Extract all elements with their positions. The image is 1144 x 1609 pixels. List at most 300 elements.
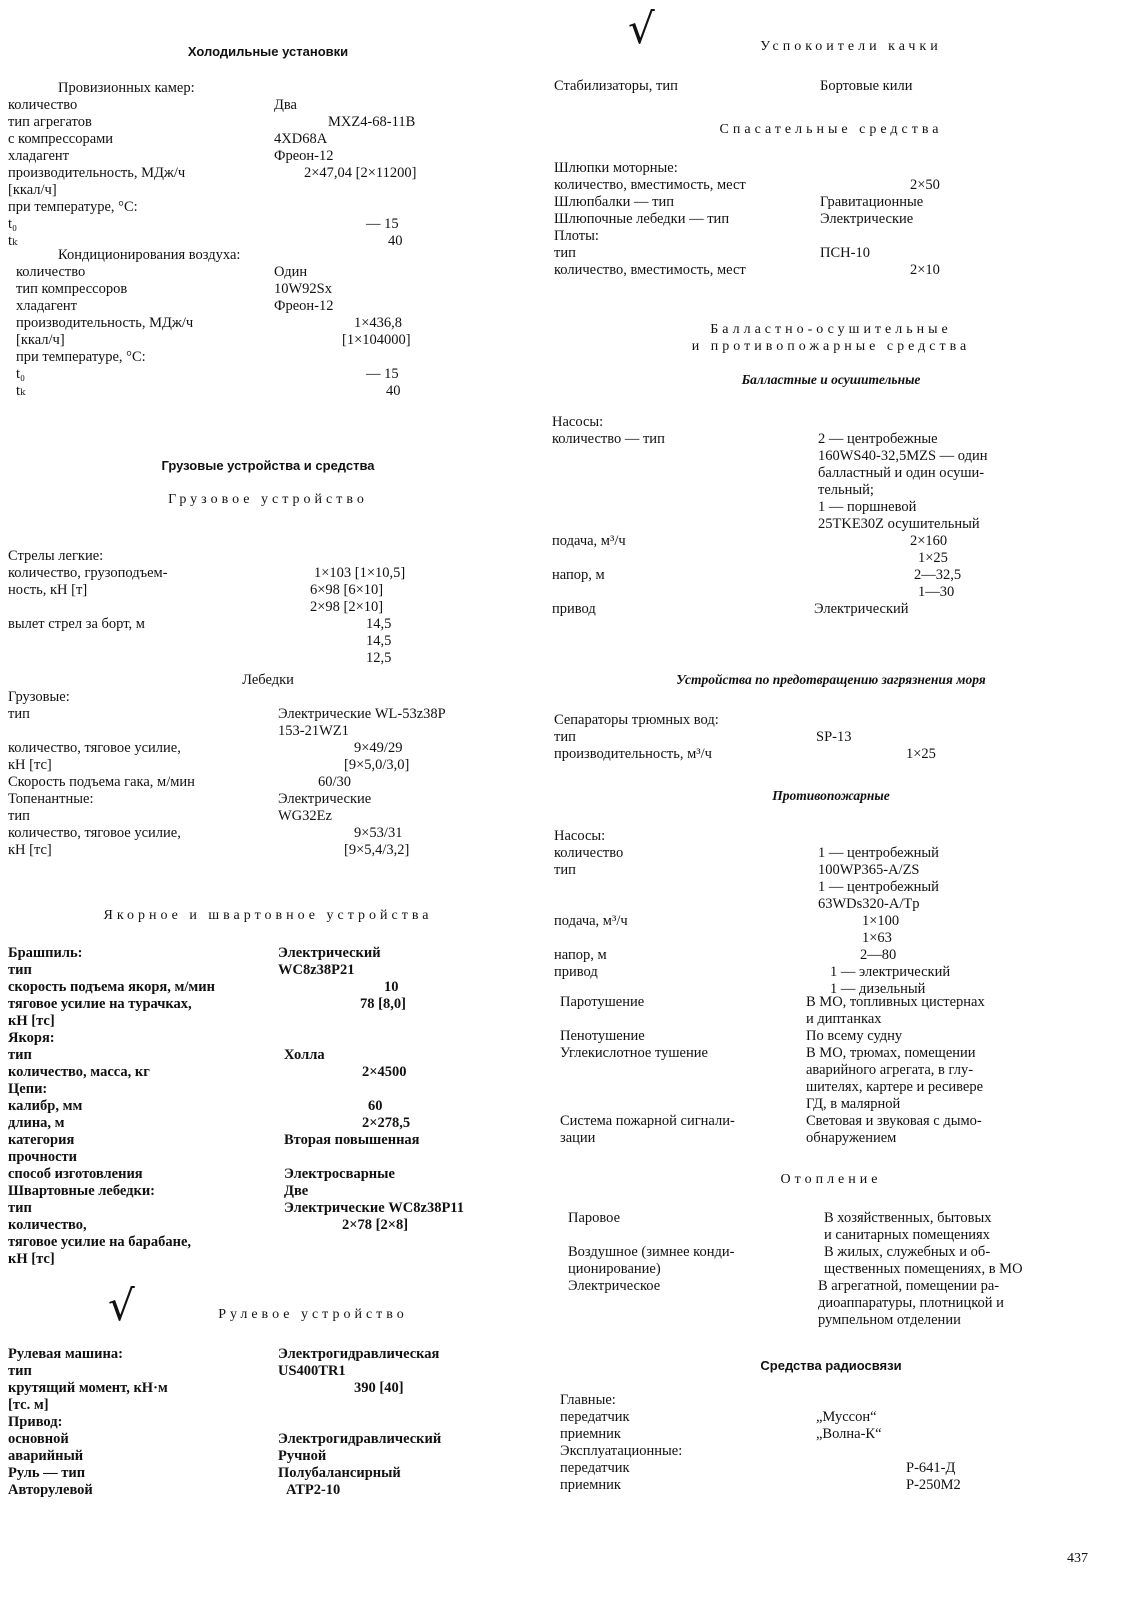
row-value: 6×98 [6×10] (310, 582, 384, 598)
row-label: Шлюпки моторные: (554, 160, 678, 176)
page-number: 437 (1067, 1551, 1088, 1566)
row-value: ГД, в малярной (806, 1096, 901, 1112)
row-value: 40 (386, 383, 401, 399)
table-row (8, 945, 528, 962)
table-row (554, 845, 1096, 862)
row-label: Эксплуатационные: (560, 1443, 683, 1459)
table-row (16, 366, 528, 383)
row-label: тип (8, 706, 30, 722)
row-value: 1 — центробежный (818, 879, 939, 895)
table-row (560, 1045, 1096, 1062)
row-value: WC8z38P21 (278, 962, 355, 978)
table-row (554, 245, 1096, 262)
table-row (552, 448, 1096, 465)
row-label: Пенотушение (560, 1028, 645, 1044)
subsection-title-pollution-prevention: Устройства по предотвращению загрязнения моря (676, 672, 986, 687)
row-value: румпельном отделении (818, 1312, 961, 1328)
row-value: „Муссон“ (816, 1409, 877, 1425)
row-label: тип (554, 862, 576, 878)
table-radio (560, 1392, 1096, 1494)
table-row (8, 825, 528, 842)
row-value: MXZ4-68-11B (328, 114, 416, 130)
row-value: 2—32,5 (914, 567, 962, 583)
row-label: Паровое (568, 1210, 621, 1226)
row-label: Электрическое (568, 1278, 661, 1294)
table-row (560, 1392, 1096, 1409)
row-value: 1 — центробежный (818, 845, 939, 861)
table-row (554, 228, 1096, 245)
table-provision-chambers (8, 97, 528, 250)
table-row (8, 1081, 528, 1098)
table-row (560, 1130, 1096, 1147)
row-value: По всему судну (806, 1028, 903, 1044)
table-row (8, 1064, 528, 1081)
row-label: тип (554, 245, 576, 261)
table-row (554, 262, 1096, 279)
table-row (568, 1227, 1096, 1244)
row-label: Шлюпочные лебедки — тип (554, 211, 730, 227)
table-row (8, 1115, 528, 1132)
table-row (8, 199, 528, 216)
row-label: тип (8, 962, 32, 978)
row-value: В жилых, служебных и об- (824, 1244, 991, 1260)
table-row (8, 1482, 528, 1499)
table-row (560, 1460, 1096, 1477)
row-label: хладагент (16, 298, 78, 314)
row-value: Световая и звуковая с дымо- (806, 1113, 982, 1129)
row-label: способ изготовления (8, 1166, 143, 1182)
table-row (552, 533, 1096, 550)
section-title-refrigeration: Холодильные установки (187, 44, 349, 59)
row-value: 1×103 [1×10,5] (314, 565, 406, 581)
row-value: 9×53/31 (354, 825, 403, 841)
table-row (560, 1079, 1096, 1096)
table-air-conditioning (16, 264, 528, 400)
row-value: ПСН-10 (820, 245, 870, 261)
row-value: Электрические WC8z38P11 (284, 1200, 464, 1216)
row-label: Насосы: (554, 828, 606, 844)
row-label: количество (8, 97, 78, 113)
table-row (8, 1380, 528, 1397)
table-row (560, 1477, 1096, 1494)
table-row (554, 879, 1096, 896)
row-value: 1×63 (862, 930, 892, 946)
row-value: 1 — дизельный (830, 981, 926, 997)
row-value: 160WS40-32,5MZS — один (818, 448, 988, 464)
check-mark-icon: √ (628, 4, 655, 53)
row-value: 390 [40] (354, 1380, 404, 1396)
row-label: приемник (560, 1477, 621, 1493)
table-row (554, 746, 1096, 763)
row-label: при температуре, °C: (16, 349, 146, 365)
table-roll-stabilizers (554, 78, 1096, 95)
table-row (8, 979, 528, 996)
row-label: tₖ (8, 233, 18, 249)
table-row (560, 1096, 1096, 1113)
row-value: 1×100 (862, 913, 900, 929)
row-label: Система пожарной сигнали- (560, 1113, 735, 1129)
table-row (554, 712, 1096, 729)
section-title-radio: Средства радиосвязи (760, 1358, 902, 1373)
table-row (8, 1132, 528, 1149)
row-value: аварийного агрегата, в глу- (806, 1062, 974, 1078)
row-value: В МО, трюмах, помещении (806, 1045, 976, 1061)
subsection-title-cargo-gear: Грузовое устройство (168, 492, 368, 507)
row-label: Грузовые: (8, 689, 70, 705)
table-row (552, 516, 1096, 533)
row-value: 10 (384, 979, 399, 995)
row-value: В МО, топливных цистернах (806, 994, 985, 1010)
row-label: Шлюпбалки — тип (554, 194, 675, 210)
table-row (8, 1397, 528, 1414)
row-value: щественных помещениях, в МО (824, 1261, 1023, 1277)
row-value: Гравитационные (820, 194, 924, 210)
section-title-ballast-line1: Балластно-осушительные (710, 322, 952, 337)
table-row (554, 729, 1096, 746)
table-row (552, 465, 1096, 482)
row-value: обнаружением (806, 1130, 897, 1146)
row-label: хладагент (8, 148, 70, 164)
table-row (8, 1047, 528, 1064)
row-label: Привод: (8, 1414, 63, 1430)
section-title-roll-stabilizers: Успокоители качки (760, 39, 942, 54)
row-value: Один (274, 264, 308, 280)
row-label: привод (552, 601, 596, 617)
table-row (554, 177, 1096, 194)
table-row (8, 599, 528, 616)
table-row (8, 1217, 528, 1234)
row-label: кН [тс] (8, 1251, 55, 1267)
row-value: 2—80 (860, 947, 897, 963)
row-value: 1×25 (906, 746, 936, 762)
table-row (8, 582, 528, 599)
table-row (560, 1011, 1096, 1028)
row-value: шителях, картере и ресивере (806, 1079, 984, 1095)
row-label: Рулевая машина: (8, 1346, 123, 1362)
row-value: 1 — поршневой (818, 499, 917, 515)
row-value: Электрогидравлическая (278, 1346, 440, 1362)
row-label: количество, вместимость, мест (554, 262, 746, 278)
table-row (8, 1346, 528, 1363)
table-row (8, 1030, 528, 1047)
row-value: 100WP365-A/ZS (818, 862, 920, 878)
row-value: и диптанках (806, 1011, 882, 1027)
row-label: Брашпиль: (8, 945, 83, 961)
table-row (16, 264, 528, 281)
table-fire-systems (560, 994, 1096, 1147)
table-row (8, 1251, 528, 1268)
row-value: 9×49/29 (354, 740, 403, 756)
row-label: подача, м³/ч (554, 913, 628, 929)
row-value: Фреон-12 (274, 298, 334, 314)
table-row (568, 1312, 1096, 1329)
row-value: WG32Ez (278, 808, 332, 824)
section-title-anchor-mooring: Якорное и швартовное устройства (103, 908, 433, 923)
row-value: 2×4500 (362, 1064, 407, 1080)
table-row (560, 1028, 1096, 1045)
table-row (8, 114, 528, 131)
table-row (8, 1363, 528, 1380)
table-row (8, 565, 528, 582)
row-label: ционирование) (568, 1261, 661, 1277)
row-value: В агрегатной, помещении ра- (818, 1278, 1000, 1294)
table-row (554, 194, 1096, 211)
table-row (554, 862, 1096, 879)
row-label: крутящий момент, кН·м (8, 1380, 168, 1396)
table-fire-pumps (554, 828, 1096, 998)
row-value: Полубалансирный (278, 1465, 401, 1481)
row-value: — 15 (366, 366, 399, 382)
row-label: производительность, МДж/ч (16, 315, 194, 331)
row-label: Главные: (560, 1392, 616, 1408)
table-row (8, 1183, 528, 1200)
row-label: тип компрессоров (16, 281, 128, 297)
table-lifesaving (554, 160, 1096, 279)
row-value: [9×5,0/3,0] (344, 757, 410, 773)
row-value: 25TKE30Z осушительный (818, 516, 980, 532)
table-row (554, 160, 1096, 177)
row-label: прочности (8, 1149, 77, 1165)
table-row (8, 1465, 528, 1482)
table-row (554, 78, 1096, 95)
table-winches (8, 689, 528, 859)
section-title-ballast-line2: и противопожарные средства (691, 339, 971, 354)
row-label: производительность, МДж/ч (8, 165, 186, 181)
row-label: ность, кН [т] (8, 582, 88, 598)
row-label: Цепи: (8, 1081, 48, 1097)
table-row (554, 211, 1096, 228)
table-row (568, 1261, 1096, 1278)
row-label: количество, (8, 1217, 87, 1233)
table-row (8, 616, 528, 633)
section-title-steering: Рулевое устройство (218, 1307, 408, 1322)
section-title-lifesaving: Спасательные средства (719, 122, 943, 137)
row-value: 4XD68A (274, 131, 328, 147)
row-label: [тс. м] (8, 1397, 49, 1413)
row-label: Насосы: (552, 414, 604, 430)
row-value: 153-21WZ1 (278, 723, 349, 739)
table-row (552, 601, 1096, 618)
row-value: 1 — электрический (830, 964, 951, 980)
table-ballast-pumps (552, 414, 1096, 618)
row-value: 12,5 (366, 650, 392, 666)
row-label: с компрессорами (8, 131, 114, 147)
subsection-title-firefighting: Противопожарные (772, 788, 890, 803)
row-label: количество, вместимость, мест (554, 177, 746, 193)
table-row (8, 740, 528, 757)
row-value: Холла (284, 1047, 325, 1063)
section-title-cargo: Грузовые устройства и средства (161, 458, 375, 473)
row-label: количество, грузоподъем- (8, 565, 168, 581)
row-label: аварийный (8, 1448, 84, 1464)
row-value: Электрические (820, 211, 914, 227)
table-row (8, 962, 528, 979)
table-row (554, 913, 1096, 930)
table-row (8, 650, 528, 667)
table-row (560, 1443, 1096, 1460)
row-label: категория (8, 1132, 75, 1148)
row-value: 14,5 (366, 616, 392, 632)
row-value: 2×78 [2×8] (342, 1217, 409, 1233)
table-row (8, 808, 528, 825)
row-value: 63WDs320-A/Tp (818, 896, 920, 912)
row-value: 2×47,04 [2×11200] (304, 165, 417, 181)
subsection-title-winches: Лебедки (242, 672, 294, 688)
row-label: длина, м (8, 1115, 65, 1131)
table-row (552, 584, 1096, 601)
table-row (16, 315, 528, 332)
row-value: 60 (368, 1098, 383, 1114)
row-label: Руль — тип (8, 1465, 86, 1481)
table-row (8, 548, 528, 565)
table-row (8, 1200, 528, 1217)
row-label: количество — тип (552, 431, 665, 447)
table-anchor-mooring (8, 945, 528, 1268)
table-row (554, 947, 1096, 964)
row-value: Два (274, 97, 297, 113)
table-row (568, 1295, 1096, 1312)
row-value: 14,5 (366, 633, 392, 649)
table-row (8, 216, 528, 233)
row-label: Стабилизаторы, тип (554, 78, 678, 94)
row-label: тип (8, 1200, 32, 1216)
row-value: 1—30 (918, 584, 955, 600)
table-row (554, 930, 1096, 947)
table-row (8, 1448, 528, 1465)
row-label: передатчик (560, 1409, 630, 1425)
table-row (552, 414, 1096, 431)
table-row (16, 332, 528, 349)
row-label: тип агрегатов (8, 114, 92, 130)
table-row (8, 182, 528, 199)
row-value: 2×50 (910, 177, 940, 193)
row-value: 2×98 [2×10] (310, 599, 384, 615)
row-value: 2 — центробежные (818, 431, 938, 447)
table-row (552, 550, 1096, 567)
row-label: вылет стрел за борт, м (8, 616, 145, 632)
row-value: 2×278,5 (362, 1115, 411, 1131)
row-value: Электрический (278, 945, 381, 961)
row-label: Швартовные лебедки: (8, 1183, 156, 1199)
row-label: Паротушение (560, 994, 645, 1010)
row-label: Скорость подъема гака, м/мин (8, 774, 195, 790)
table-row (568, 1244, 1096, 1261)
table-booms (8, 548, 528, 667)
table-row (554, 828, 1096, 845)
subsection-title-provision: Провизионных камер: (58, 80, 195, 96)
row-label: Сепараторы трюмных вод: (554, 712, 719, 728)
row-value: Две (284, 1183, 309, 1199)
row-value: Электрические WL-53z38P (278, 706, 446, 722)
row-label: количество, тяговое усилие, (8, 825, 181, 841)
row-value: Электросварные (284, 1166, 395, 1182)
row-label: кН [тс] (8, 842, 52, 858)
row-value: Р-250М2 (906, 1477, 961, 1493)
row-label: тяговое усилие на турачках, (8, 996, 192, 1012)
table-pollution-prevention (554, 712, 1096, 763)
row-value: Бортовые кили (820, 78, 913, 94)
table-row (552, 482, 1096, 499)
row-value: — 15 (366, 216, 399, 232)
row-label: Стрелы легкие: (8, 548, 104, 564)
row-value: 2×10 (910, 262, 940, 278)
table-row (16, 383, 528, 400)
row-label: [ккал/ч] (16, 332, 65, 348)
table-row (554, 896, 1096, 913)
row-label: количество, тяговое усилие, (8, 740, 181, 756)
row-label: Воздушное (зимнее конди- (568, 1244, 735, 1260)
table-row (8, 165, 528, 182)
row-label: кН [тс] (8, 757, 52, 773)
row-value: 10W92Sx (274, 281, 332, 297)
row-value: Электрические (278, 791, 372, 807)
table-row (8, 148, 528, 165)
row-label: подача, м³/ч (552, 533, 626, 549)
row-label: тип (8, 1047, 32, 1063)
row-value: Электрический (814, 601, 909, 617)
row-value: В хозяйственных, бытовых (824, 1210, 992, 1226)
table-row (8, 774, 528, 791)
row-label: передатчик (560, 1460, 630, 1476)
row-label: t₀ (16, 366, 26, 382)
row-label: количество, масса, кг (8, 1064, 150, 1080)
table-row (8, 791, 528, 808)
row-label: тип (8, 1363, 32, 1379)
table-row (560, 1062, 1096, 1079)
section-title-heating: Отопление (780, 1172, 882, 1187)
row-value: SP-13 (816, 729, 852, 745)
row-value: „Волна-К“ (816, 1426, 882, 1442)
row-value: [1×104000] (342, 332, 411, 348)
table-row (8, 842, 528, 859)
table-row (8, 97, 528, 114)
row-label: [ккал/ч] (8, 182, 57, 198)
row-value: US400TR1 (278, 1363, 346, 1379)
table-row (8, 1234, 528, 1251)
table-row (8, 633, 528, 650)
table-row (8, 1431, 528, 1448)
table-row (8, 723, 528, 740)
row-value: АТР2-10 (286, 1482, 341, 1498)
row-value: 2×160 (910, 533, 948, 549)
table-row (8, 996, 528, 1013)
row-value: [9×5,4/3,2] (344, 842, 410, 858)
row-value: Вторая повышенная (284, 1132, 420, 1148)
table-row (552, 567, 1096, 584)
row-value: Фреон-12 (274, 148, 334, 164)
row-value: Электрогидравлический (278, 1431, 442, 1447)
row-label: tₖ (16, 383, 26, 399)
table-row (560, 994, 1096, 1011)
subsection-title-ballast-bilge: Балластные и осушительные (741, 372, 921, 387)
row-label: количество (16, 264, 86, 280)
row-label: количество (554, 845, 624, 861)
row-label: калибр, мм (8, 1098, 83, 1114)
subsection-title-air-conditioning: Кондиционирования воздуха: (58, 247, 241, 263)
table-row (560, 1426, 1096, 1443)
row-label: привод (554, 964, 598, 980)
row-value: 60/30 (318, 774, 352, 790)
table-row (568, 1278, 1096, 1295)
row-label: тип (8, 808, 30, 824)
table-row (8, 131, 528, 148)
table-row (8, 1098, 528, 1115)
row-label: основной (8, 1431, 69, 1447)
row-value: тельный; (818, 482, 874, 498)
table-row (552, 431, 1096, 448)
table-row (8, 1149, 528, 1166)
row-label: напор, м (554, 947, 607, 963)
